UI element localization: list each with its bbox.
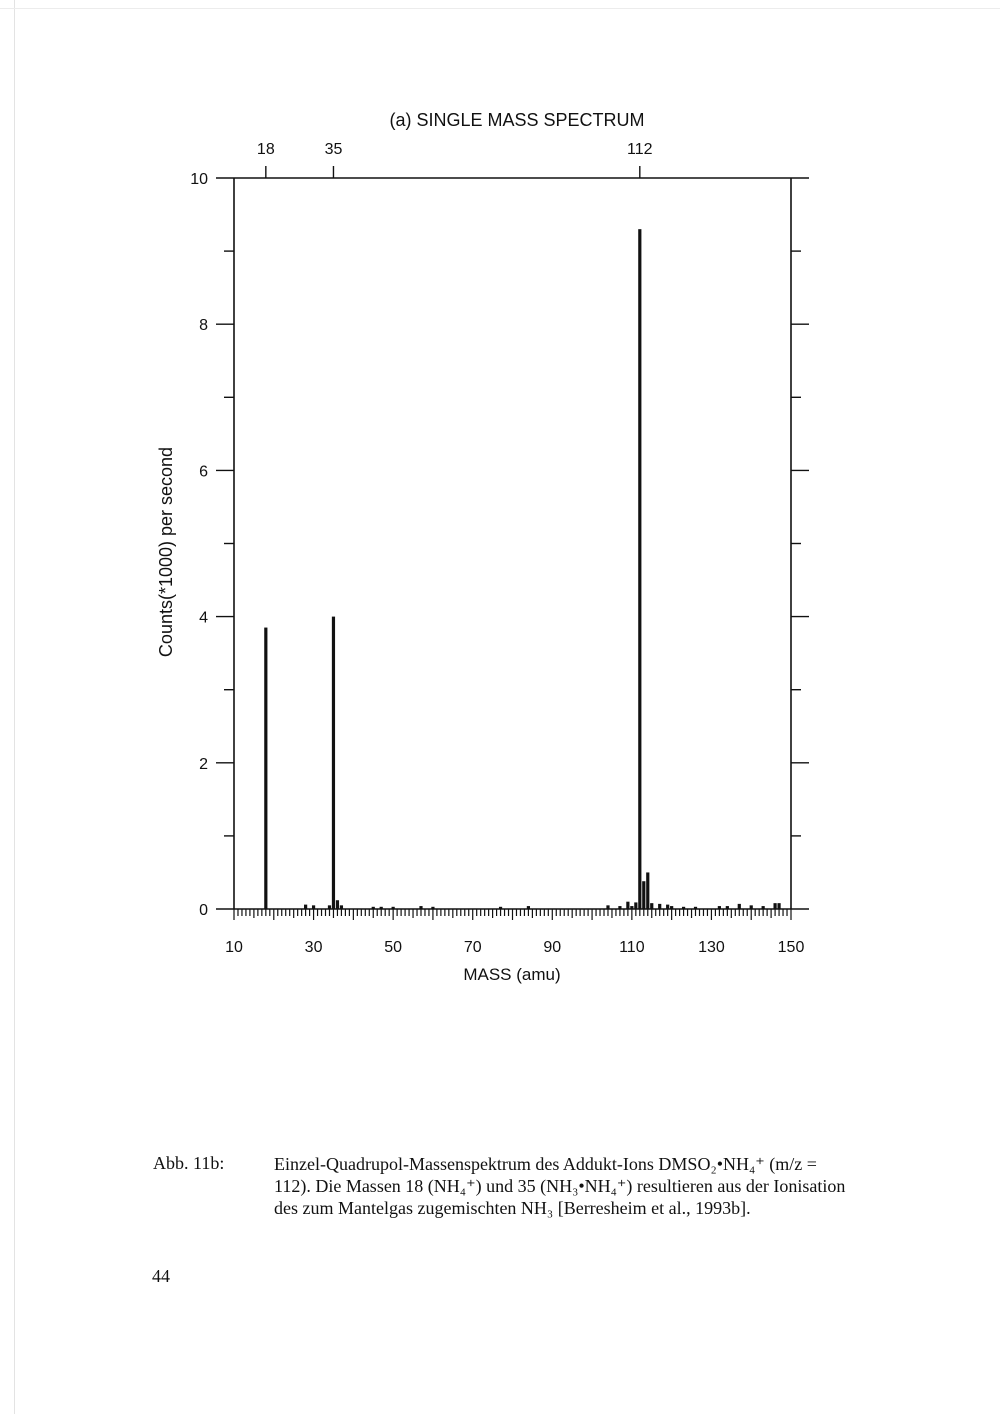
spectrum-peak-bar xyxy=(773,903,776,909)
x-tick-label: 70 xyxy=(463,939,482,956)
y-tick-label: 2 xyxy=(199,755,208,773)
peak-marker-label: 18 xyxy=(256,141,275,158)
spectrum-peak-bar xyxy=(431,907,434,909)
spectrum-peak-bar xyxy=(726,906,729,909)
peak-marker-label: 35 xyxy=(324,141,343,158)
spectrum-peak-bar xyxy=(312,905,315,909)
spectrum-peak-bar xyxy=(372,907,375,909)
spectrum-peak-bar xyxy=(634,902,637,909)
spectrum-peak-bar xyxy=(777,903,780,909)
page-number: 44 xyxy=(152,1266,170,1286)
x-tick-label: 10 xyxy=(225,939,243,956)
y-tick-label: 8 xyxy=(199,317,208,335)
y-tick-label: 0 xyxy=(199,902,208,919)
spectrum-peak-bar xyxy=(658,904,661,909)
spectrum-peak-bar xyxy=(380,907,383,909)
spectrum-peak-bar xyxy=(606,905,609,909)
y-tick-label: 10 xyxy=(190,171,208,188)
spectrum-peak-bar xyxy=(340,905,343,909)
spectrum-peak-bar xyxy=(630,906,633,909)
spectrum-peak-bar xyxy=(718,906,721,909)
y-axis-label: Counts(*1000) per second xyxy=(156,446,176,658)
y-tick-label: 4 xyxy=(199,609,208,627)
x-tick-label: 90 xyxy=(543,939,562,956)
spectrum-peak-bar xyxy=(650,903,653,909)
x-tick-label: 50 xyxy=(384,939,403,956)
spectrum-peak-bar xyxy=(527,906,530,909)
figure-caption-label: Abb. 11b: xyxy=(153,1153,225,1173)
spectrum-peak-bar xyxy=(646,872,649,909)
spectrum-peak-bar xyxy=(750,905,753,909)
spectrum-peak-bar xyxy=(626,902,629,909)
spectrum-peak-bar xyxy=(618,906,621,909)
spectrum-peak-bar xyxy=(304,905,307,909)
spectrum-peak-bar xyxy=(694,907,697,909)
y-tick-label: 6 xyxy=(199,463,208,481)
spectrum-peak-bar xyxy=(762,906,765,909)
peak-marker-label: 112 xyxy=(627,141,653,158)
caption-line-2: 112). Die Massen 18 (NH₄⁺) und 35 (NH₃•NH₄⁺) resultieren aus der Ionisation xyxy=(274,1176,846,1196)
x-tick-label: 130 xyxy=(698,939,725,956)
spectrum-peak-bar xyxy=(264,628,267,909)
figure-caption-text xyxy=(274,1153,920,1219)
spectrum-peak-bar xyxy=(738,904,741,909)
spectrum-peak-bar xyxy=(332,617,335,909)
spectrum-peak-bar xyxy=(336,900,339,909)
spectrum-peak-bar xyxy=(419,906,422,909)
spectrum-peak-bar xyxy=(499,907,502,909)
spectrum-peak-bar xyxy=(682,907,685,909)
spectrum-peak-bar xyxy=(670,906,673,909)
spectrum-peak-bar xyxy=(328,905,331,909)
x-tick-label: 30 xyxy=(304,939,323,956)
chart-title: (a) SINGLE MASS SPECTRUM xyxy=(389,110,645,130)
x-axis-label: MASS (amu) xyxy=(463,965,561,984)
spectrum-peak-bar xyxy=(642,881,645,909)
x-tick-label: 110 xyxy=(619,939,645,956)
x-tick-label: 150 xyxy=(777,939,805,956)
spectrum-peak-bar xyxy=(666,905,669,909)
spectrum-peak-bar xyxy=(638,229,641,909)
caption-line-3: des zum Mantelgas zugemischten NH₃ [Berresheim et al., 1993b]. xyxy=(274,1198,751,1218)
caption-line-1: Einzel-Quadrupol-Massenspektrum des Addukt-Ions DMSO₂•NH₄⁺ (m/z = xyxy=(274,1154,817,1174)
spectrum-peak-bar xyxy=(392,907,395,909)
